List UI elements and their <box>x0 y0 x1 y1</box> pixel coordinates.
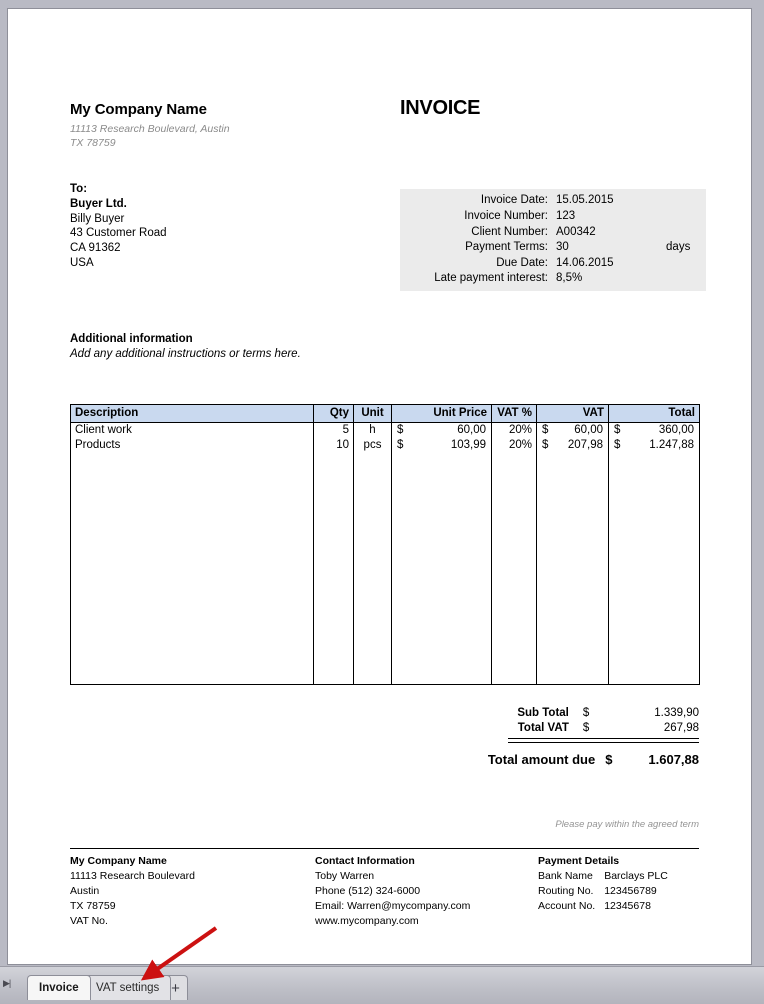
table-header-row <box>71 405 700 423</box>
footer-payment-key: Bank Name <box>538 870 593 882</box>
invoice-meta-value: 8,5% <box>556 272 583 285</box>
cell-empty <box>354 655 392 670</box>
footer-payment-column <box>538 854 713 914</box>
cell-empty <box>314 641 354 656</box>
cell-unit-price <box>392 438 492 453</box>
table-row-empty[interactable] <box>71 481 700 496</box>
column-header-unit: Unit <box>354 405 392 423</box>
cell-empty <box>314 496 354 511</box>
cell-unit-price-value: 103,99 <box>450 438 486 451</box>
cell-empty <box>354 670 392 685</box>
cell-empty <box>71 525 314 540</box>
table-row-empty[interactable] <box>71 626 700 641</box>
cell-empty <box>492 452 537 467</box>
currency-symbol: $ <box>542 424 549 436</box>
cell-empty <box>71 467 314 482</box>
footer-contact-line: Email: Warren@mycompany.com <box>315 900 471 912</box>
cell-empty <box>492 670 537 685</box>
invoice-meta-label: Payment Terms: <box>465 241 548 254</box>
cell-empty <box>392 626 492 641</box>
cell-empty <box>609 655 700 670</box>
cell-empty <box>314 583 354 598</box>
cell-empty <box>537 539 609 554</box>
sub-total-row <box>448 706 699 721</box>
buyer-street: 43 Customer Road <box>70 227 167 240</box>
buyer-company: Buyer Ltd. <box>70 197 127 210</box>
invoice-meta-unit <box>628 271 706 287</box>
table-row-empty[interactable] <box>71 467 700 482</box>
table-row-empty[interactable] <box>71 496 700 511</box>
footer-contact-heading: Contact Information <box>315 855 415 867</box>
cell-empty <box>537 583 609 598</box>
invoice-meta-unit: days <box>666 241 691 254</box>
cell-vat <box>537 423 609 438</box>
totals-summary <box>448 706 699 735</box>
cell-empty <box>314 612 354 627</box>
cell-empty <box>609 481 700 496</box>
total-vat-value: 267,98 <box>663 721 699 734</box>
sheet-tab-invoice[interactable] <box>27 975 91 1000</box>
currency-symbol: $ <box>614 424 621 436</box>
invoice-meta-unit <box>628 209 706 225</box>
cell-empty <box>537 467 609 482</box>
cell-empty <box>492 496 537 511</box>
table-row-empty[interactable] <box>71 568 700 583</box>
invoice-meta-row <box>400 224 706 240</box>
invoice-meta-value: 30 <box>556 241 569 254</box>
additional-information-text: Add any additional instructions or terms here. <box>70 348 301 360</box>
table-row[interactable] <box>71 423 700 438</box>
cell-empty <box>314 655 354 670</box>
footer-payment-key: Routing No. <box>538 885 594 897</box>
footer-payment-value: 12345678 <box>604 900 651 912</box>
grand-total-value: 1.607,88 <box>648 752 699 767</box>
sub-total-label: Sub Total <box>517 707 569 719</box>
column-header-qty: Qty <box>314 405 354 423</box>
cell-empty <box>609 467 700 482</box>
footer-company-line: TX 78759 <box>70 900 116 912</box>
sheet-tab-bar <box>0 966 764 1004</box>
cell-empty <box>314 568 354 583</box>
cell-empty <box>392 481 492 496</box>
cell-empty <box>71 583 314 598</box>
cell-empty <box>354 583 392 598</box>
cell-empty <box>314 525 354 540</box>
cell-empty <box>609 496 700 511</box>
cell-empty <box>537 510 609 525</box>
cell-empty <box>71 655 314 670</box>
additional-information-heading: Additional information <box>70 333 193 345</box>
cell-empty <box>537 554 609 569</box>
cell-description: Client work <box>71 423 314 438</box>
cell-empty <box>537 597 609 612</box>
currency-symbol: $ <box>542 438 549 451</box>
footer-payment-value: 123456789 <box>604 885 657 897</box>
seller-company-name: My Company Name <box>70 101 207 118</box>
cell-vat <box>537 438 609 453</box>
cell-unit-price-value: 60,00 <box>457 424 486 436</box>
cell-empty <box>392 554 492 569</box>
cell-empty <box>492 641 537 656</box>
buyer-city-zip: CA 91362 <box>70 242 121 255</box>
footer-contact-line: www.mycompany.com <box>315 915 419 927</box>
footer-contact-column <box>315 854 530 929</box>
cell-empty <box>71 510 314 525</box>
cell-empty <box>537 626 609 641</box>
sheet-tab-invoice-label: Invoice <box>39 982 79 994</box>
document-canvas[interactable] <box>7 8 752 965</box>
cell-empty <box>609 568 700 583</box>
table-row-empty[interactable] <box>71 554 700 569</box>
footer-payment-heading: Payment Details <box>538 855 620 867</box>
cell-qty: 5 <box>314 423 354 438</box>
cell-empty <box>71 597 314 612</box>
cell-empty <box>492 612 537 627</box>
cell-empty <box>492 597 537 612</box>
invoice-meta-value: A00342 <box>556 225 596 238</box>
table-row-empty[interactable] <box>71 641 700 656</box>
cell-empty <box>537 525 609 540</box>
cell-description: Products <box>71 438 314 453</box>
currency-symbol: $ <box>397 438 404 451</box>
cell-vat-percent: 20% <box>492 438 537 453</box>
table-row-empty[interactable] <box>71 539 700 554</box>
table-row-empty[interactable] <box>71 597 700 612</box>
invoice-meta-label: Late payment interest: <box>434 272 548 285</box>
cell-empty <box>71 626 314 641</box>
table-row-empty[interactable] <box>71 510 700 525</box>
invoice-meta-row <box>400 255 706 271</box>
cell-unit: pcs <box>354 438 392 453</box>
cell-empty <box>354 554 392 569</box>
cell-empty <box>492 655 537 670</box>
cell-empty <box>537 481 609 496</box>
invoice-meta-value: 14.06.2015 <box>556 256 614 269</box>
cell-empty <box>537 568 609 583</box>
totals-double-rule <box>508 738 699 743</box>
cell-empty <box>354 568 392 583</box>
invoice-meta-value: 123 <box>556 209 576 222</box>
cell-empty <box>392 452 492 467</box>
footer-payment-row <box>538 869 668 884</box>
cell-empty <box>492 539 537 554</box>
cell-vat-value: 207,98 <box>567 438 603 451</box>
cell-empty <box>392 655 492 670</box>
cell-empty <box>492 481 537 496</box>
cell-empty <box>71 452 314 467</box>
column-header-vat: VAT <box>537 405 609 423</box>
cell-empty <box>354 626 392 641</box>
cell-unit: h <box>354 423 392 438</box>
invoice-meta-label: Due Date: <box>496 256 548 269</box>
cell-empty <box>609 539 700 554</box>
cell-empty <box>314 467 354 482</box>
sub-total-currency: $ <box>582 707 590 719</box>
buyer-country: USA <box>70 256 94 269</box>
cell-empty <box>392 568 492 583</box>
grand-total-label: Total amount due <box>487 752 596 767</box>
invoice-meta-unit <box>628 224 706 240</box>
table-row-empty[interactable] <box>71 612 700 627</box>
cell-empty <box>537 641 609 656</box>
cell-empty <box>71 554 314 569</box>
cell-empty <box>354 539 392 554</box>
cell-empty <box>609 670 700 685</box>
cell-empty <box>71 612 314 627</box>
sub-total-value: 1.339,90 <box>654 707 699 719</box>
cell-total-value: 360,00 <box>658 424 694 436</box>
cell-empty <box>71 670 314 685</box>
footer-contact-line: Toby Warren <box>315 870 375 882</box>
invoice-meta-row <box>400 271 706 287</box>
invoice-meta-unit <box>628 193 706 209</box>
cell-empty <box>609 641 700 656</box>
column-header-unit-price: Unit Price <box>392 405 492 423</box>
cell-empty <box>609 525 700 540</box>
cell-empty <box>314 597 354 612</box>
cell-empty <box>537 655 609 670</box>
cell-empty <box>609 452 700 467</box>
cell-empty <box>492 583 537 598</box>
cell-empty <box>492 525 537 540</box>
seller-address-line-1: 11113 Research Boulevard, Austin <box>70 123 230 135</box>
table-row-empty[interactable] <box>71 583 700 598</box>
sheet-nav-first-icon[interactable]: ▶| <box>3 978 11 988</box>
cell-empty <box>537 496 609 511</box>
cell-empty <box>392 510 492 525</box>
cell-empty <box>354 612 392 627</box>
cell-empty <box>492 467 537 482</box>
cell-empty <box>354 496 392 511</box>
cell-empty <box>392 583 492 598</box>
cell-empty <box>537 452 609 467</box>
cell-empty <box>71 481 314 496</box>
cell-empty <box>314 554 354 569</box>
cell-total <box>609 438 700 453</box>
cell-total-value: 1.247,88 <box>649 438 694 451</box>
cell-empty <box>492 568 537 583</box>
grand-total-currency: $ <box>605 752 613 767</box>
footer-company-column <box>70 854 310 929</box>
cell-empty <box>354 510 392 525</box>
cell-empty <box>609 583 700 598</box>
cell-empty <box>609 612 700 627</box>
invoice-sheet <box>8 9 751 964</box>
footer-divider <box>70 848 699 849</box>
cell-empty <box>392 539 492 554</box>
invoice-meta-value: 15.05.2015 <box>556 194 614 207</box>
cell-empty <box>537 670 609 685</box>
cell-empty <box>392 467 492 482</box>
cell-empty <box>392 670 492 685</box>
invoice-meta-label: Invoice Number: <box>464 209 548 222</box>
cell-empty <box>71 568 314 583</box>
table-row[interactable] <box>71 438 700 453</box>
cell-empty <box>354 481 392 496</box>
cell-vat-percent: 20% <box>492 423 537 438</box>
buyer-contact: Billy Buyer <box>70 212 125 225</box>
cell-empty <box>314 510 354 525</box>
currency-symbol: $ <box>397 424 404 436</box>
total-vat-row <box>448 721 699 736</box>
column-header-description: Description <box>71 405 314 423</box>
grand-total-row <box>448 751 699 768</box>
cell-qty: 10 <box>314 438 354 453</box>
cell-empty <box>492 510 537 525</box>
table-row-empty[interactable] <box>71 670 700 685</box>
footer-company-line: 11113 Research Boulevard <box>70 870 195 882</box>
cell-empty <box>609 626 700 641</box>
line-items-table[interactable] <box>70 404 699 685</box>
cell-empty <box>314 670 354 685</box>
cell-empty <box>392 612 492 627</box>
cell-empty <box>392 496 492 511</box>
payment-note: Please pay within the agreed term <box>555 819 699 830</box>
cell-vat-value: 60,00 <box>574 424 603 436</box>
cell-empty <box>314 539 354 554</box>
table-row-empty[interactable] <box>71 525 700 540</box>
cell-empty <box>71 539 314 554</box>
invoice-meta-label: Invoice Date: <box>480 194 548 207</box>
column-header-total: Total <box>609 405 700 423</box>
buyer-address-block <box>70 182 167 271</box>
table-row-empty[interactable] <box>71 452 700 467</box>
cell-empty <box>354 525 392 540</box>
invoice-meta-row <box>400 209 706 225</box>
cell-empty <box>354 597 392 612</box>
cell-unit-price <box>392 423 492 438</box>
currency-symbol: $ <box>614 438 621 451</box>
buyer-to-label: To: <box>70 183 88 195</box>
page-title: INVOICE <box>400 97 481 119</box>
seller-address-line-2: TX 78759 <box>70 137 116 149</box>
footer-company-heading: My Company Name <box>70 855 167 867</box>
cell-empty <box>392 525 492 540</box>
cell-empty <box>537 612 609 627</box>
cell-empty <box>314 452 354 467</box>
invoice-meta-unit <box>628 255 706 271</box>
cell-empty <box>354 452 392 467</box>
total-vat-currency: $ <box>582 721 590 734</box>
cell-empty <box>392 597 492 612</box>
cell-empty <box>71 496 314 511</box>
sheet-tab-vat-settings-label: VAT settings <box>96 982 160 994</box>
cell-empty <box>609 510 700 525</box>
table-row-empty[interactable] <box>71 655 700 670</box>
footer-payment-key: Account No. <box>538 900 596 912</box>
cell-total <box>609 423 700 438</box>
invoice-meta-row <box>400 240 706 256</box>
column-header-vat-percent: VAT % <box>492 405 537 423</box>
total-vat-label: Total VAT <box>517 721 569 734</box>
invoice-meta-table <box>400 193 706 286</box>
invoice-meta-label: Client Number: <box>471 225 548 238</box>
footer-payment-row <box>538 884 668 899</box>
footer-contact-line: Phone (512) 324-6000 <box>315 885 421 897</box>
footer-company-line: Austin <box>70 885 100 897</box>
cell-empty <box>609 597 700 612</box>
cell-empty <box>392 641 492 656</box>
cell-empty <box>354 467 392 482</box>
cell-empty <box>314 626 354 641</box>
footer-payment-value: Barclays PLC <box>604 870 668 882</box>
cell-empty <box>314 481 354 496</box>
cell-empty <box>492 554 537 569</box>
invoice-meta-box <box>400 189 706 291</box>
footer-payment-row <box>538 899 668 914</box>
cell-empty <box>609 554 700 569</box>
plus-icon: + <box>171 979 180 997</box>
cell-empty <box>71 641 314 656</box>
cell-empty <box>354 641 392 656</box>
invoice-meta-row <box>400 193 706 209</box>
footer-company-line: VAT No. <box>70 915 108 927</box>
sheet-tab-vat-settings[interactable] <box>84 975 171 1000</box>
cell-empty <box>492 626 537 641</box>
